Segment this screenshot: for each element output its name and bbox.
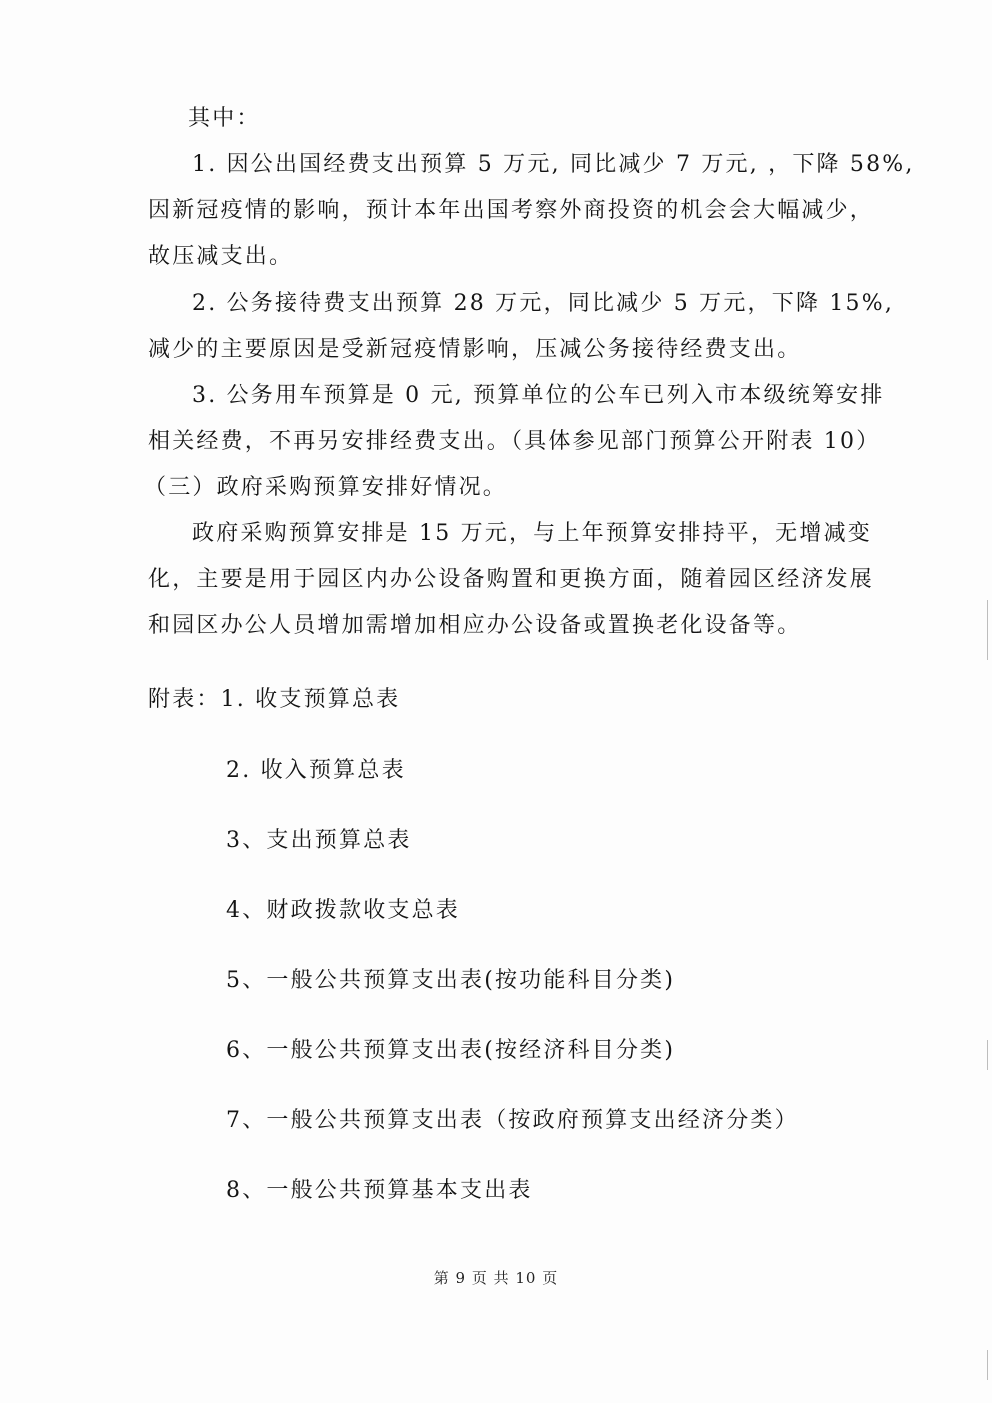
body-line-5: 2. 公务接待费支出预算 28 万元，同比减少 5 万元，下降 15%, — [192, 291, 895, 316]
body-line-1: 其中： — [188, 106, 261, 131]
body-line-4: 故压减支出。 — [148, 244, 294, 269]
body-line-3: 因新冠疫情的影响，预计本年出国考察外商投资的机会会大幅减少， — [148, 198, 875, 223]
annex-item-1: 附表：1. 收支预算总表 — [148, 687, 401, 712]
body-line-7: 3. 公务用车预算是 0 元, 预算单位的公车已列入市本级统筹安排 — [192, 383, 885, 408]
body-line-6: 减少的主要原因是受新冠疫情影响，压减公务接待经费支出。 — [148, 337, 802, 362]
scan-edge-mark — [987, 1350, 988, 1380]
body-line-12: 和园区办公人员增加需增加相应办公设备或置换老化设备等。 — [148, 613, 802, 638]
annex-item-5: 5、一般公共预算支出表(按功能科目分类) — [226, 968, 676, 993]
section-heading: （三）政府采购预算安排好情况。 — [144, 475, 508, 500]
annex-item-6: 6、一般公共预算支出表(按经济科目分类) — [226, 1038, 676, 1063]
annex-item-2: 2. 收入预算总表 — [226, 758, 406, 783]
scan-edge-mark — [987, 1040, 988, 1070]
body-line-10: 政府采购预算安排是 15 万元，与上年预算安排持平，无增减变 — [192, 521, 872, 546]
annex-item-4: 4、财政拨款收支总表 — [226, 898, 460, 923]
scan-edge-mark — [987, 600, 988, 660]
body-line-8: 相关经费，不再另安排经费支出。（具体参见部门预算公开附表 10） — [148, 429, 881, 454]
annex-item-7: 7、一般公共预算支出表（按政府预算支出经济分类） — [226, 1108, 799, 1133]
annex-item-8: 8、一般公共预算基本支出表 — [226, 1178, 533, 1203]
annex-item-3: 3、支出预算总表 — [226, 828, 412, 853]
body-line-2: 1. 因公出国经费支出预算 5 万元, 同比减少 7 万元, ，下降 58%, — [192, 152, 915, 177]
body-line-11: 化，主要是用于园区内办公设备购置和更换方面，随着园区经济发展 — [148, 567, 875, 592]
page-footer: 第 9 页 共 10 页 — [433, 1269, 559, 1287]
